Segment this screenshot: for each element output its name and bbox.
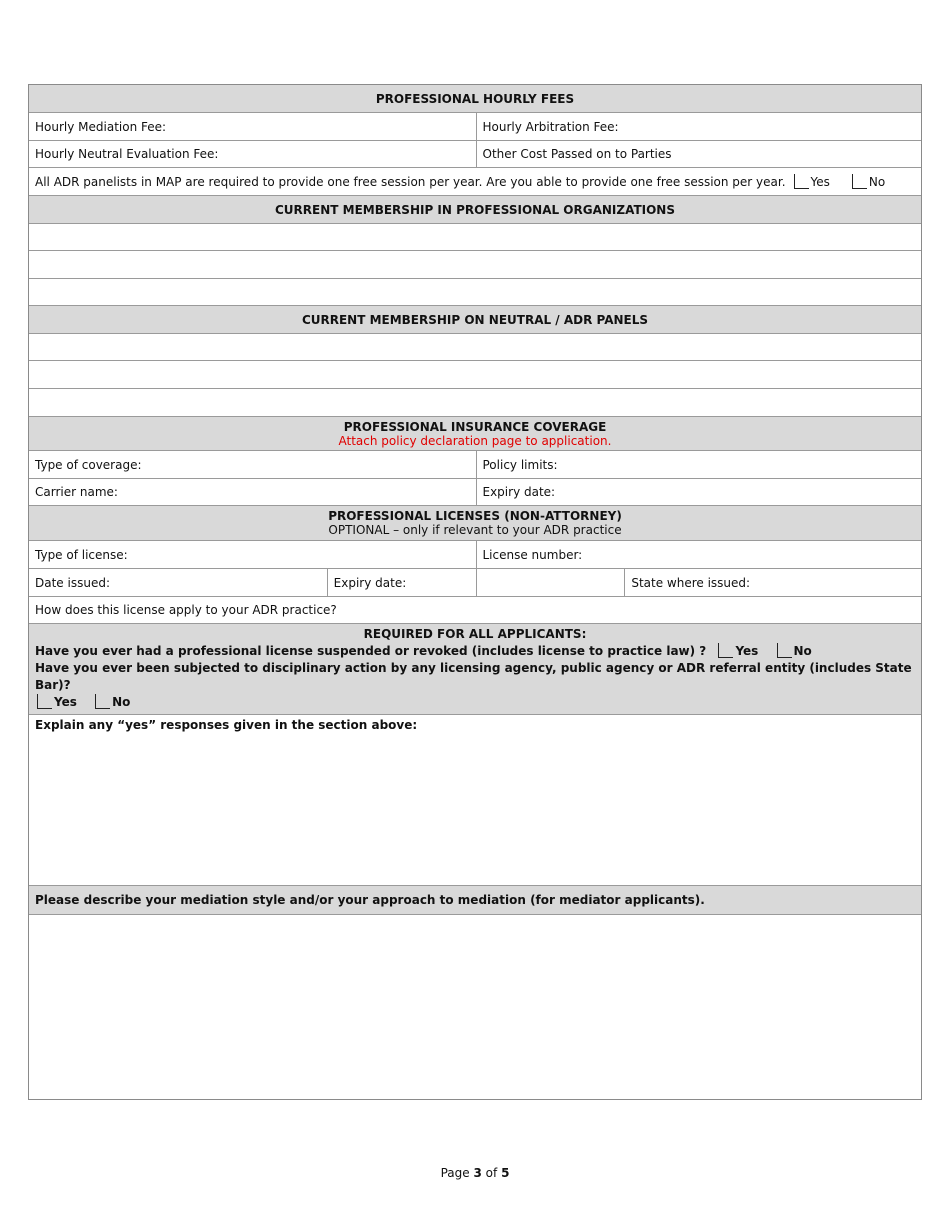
q2-no-checkbox[interactable] [95,694,110,709]
required-question-1: Have you ever had a professional license suspended or revoked (includes license to practice law) ? [35,644,707,658]
organization-entry-3[interactable] [29,279,921,305]
organization-entry-row [29,223,921,250]
explain-row [29,714,921,885]
organizations-header: CURRENT MEMBERSHIP IN PROFESSIONAL ORGANIZATIONS [29,196,921,223]
free-session-no-label: No [868,174,886,189]
license-expiry-date-field[interactable] [327,569,476,596]
required-q2-line [35,660,915,694]
insurance-expiry-date-label: Expiry date: [482,485,556,499]
explain-yes-responses-field[interactable] [29,715,921,885]
licenses-header: PROFESSIONAL LICENSES (NON-ATTORNEY) [328,509,622,523]
date-issued-field[interactable] [29,569,327,596]
q1-yes-label: Yes [735,644,759,658]
insurance-row-2 [29,478,921,505]
panel-entry-1[interactable] [29,334,921,360]
carrier-name-label: Carrier name: [35,485,118,499]
mediation-style-response-row [29,914,921,1099]
type-of-license-field[interactable] [29,541,476,568]
q1-yes-checkbox[interactable] [718,643,733,658]
current-page-number: 3 [473,1166,482,1180]
insurance-row-1 [29,450,921,478]
insurance-expiry-date-field[interactable] [476,479,922,505]
q2-yes-checkbox[interactable] [37,694,52,709]
required-row [29,623,921,714]
state-where-issued-label: State where issued: [631,575,751,590]
q2-no-label: No [112,695,131,709]
licenses-header-row [29,505,921,540]
panel-entry-3[interactable] [29,389,921,416]
hourly-mediation-fee-field[interactable] [29,113,476,140]
free-session-yes-checkbox[interactable] [794,174,809,189]
organization-entry-row [29,250,921,278]
mediation-style-label: Please describe your mediation style and/or your approach to mediation (for mediator applicants). [29,886,921,914]
free-session-question: All ADR panelists in MAP are required to provide one free session per year. Are you able to provide one free session per year. [35,174,786,189]
q1-no-checkbox[interactable] [777,643,792,658]
required-q2-options [35,694,915,711]
organization-entry-1[interactable] [29,224,921,250]
license-number-field[interactable] [476,541,922,568]
type-of-coverage-label: Type of coverage: [35,457,142,472]
application-form-page [28,84,922,1100]
total-page-number: 5 [501,1166,510,1180]
state-where-issued-field[interactable] [624,569,921,596]
free-session-cell [29,168,921,195]
hourly-neutral-evaluation-fee-field[interactable] [29,141,476,167]
policy-limits-label: Policy limits: [482,457,558,472]
license-expiry-date-label: Expiry date: [333,575,407,590]
type-of-license-label: Type of license: [35,547,128,562]
q2-yes-label: Yes [54,695,77,709]
organization-entry-2[interactable] [29,251,921,278]
hourly-mediation-fee-label: Hourly Mediation Fee: [35,119,167,134]
organization-entry-row [29,278,921,305]
type-of-coverage-field[interactable] [29,451,476,478]
fees-row-2 [29,140,921,167]
panel-entry-row [29,388,921,416]
license-expiry-date-field-cont[interactable] [476,569,625,596]
panels-header-row [29,305,921,333]
required-q1-line [35,643,915,660]
hourly-arbitration-fee-field[interactable] [476,113,922,140]
panels-header: CURRENT MEMBERSHIP ON NEUTRAL / ADR PANELS [29,306,921,333]
licenses-header-cell [29,506,921,540]
licenses-row-1 [29,540,921,568]
insurance-header-row [29,416,921,450]
mediation-style-header-row [29,885,921,914]
hourly-arbitration-fee-label: Hourly Arbitration Fee: [482,119,619,134]
explain-yes-responses-label: Explain any “yes” responses given in the section above: [35,718,418,732]
of-word: of [485,1166,498,1180]
page-footer [0,1166,950,1180]
page-word: Page [440,1166,470,1180]
license-apply-label: How does this license apply to your ADR practice? [35,603,337,617]
fees-header: PROFESSIONAL HOURLY FEES [29,85,921,112]
date-issued-label: Date issued: [35,575,110,590]
licenses-row-2 [29,568,921,596]
panel-entry-row [29,360,921,388]
required-section [29,624,921,714]
license-number-label: License number: [482,547,583,562]
organizations-header-row [29,195,921,223]
fees-row-1 [29,112,921,140]
free-session-row [29,167,921,195]
insurance-header: PROFESSIONAL INSURANCE COVERAGE [343,419,607,434]
free-session-yes-label: Yes [810,174,830,189]
licenses-note: OPTIONAL – only if relevant to your ADR practice [328,523,622,537]
q1-no-label: No [793,644,812,658]
other-cost-field[interactable] [476,141,922,167]
mediation-style-response-field[interactable] [29,915,921,1099]
other-cost-label: Other Cost Passed on to Parties [482,147,672,161]
licenses-row-3 [29,596,921,623]
required-question-2: Have you ever been subjected to disciplinary action by any licensing agency, public agency or ADR referral entity (includes State Bar)? [35,661,912,692]
fees-header-row [29,85,921,112]
panel-entry-2[interactable] [29,361,921,388]
insurance-header-cell [29,417,921,450]
hourly-neutral-evaluation-fee-label: Hourly Neutral Evaluation Fee: [35,147,219,161]
carrier-name-field[interactable] [29,479,476,505]
panel-entry-row [29,333,921,360]
insurance-note: Attach policy declaration page to application. [338,433,612,448]
required-header: REQUIRED FOR ALL APPLICANTS: [363,627,587,641]
free-session-no-checkbox[interactable] [852,174,867,189]
policy-limits-field[interactable] [476,451,922,478]
license-apply-field[interactable] [29,597,921,623]
